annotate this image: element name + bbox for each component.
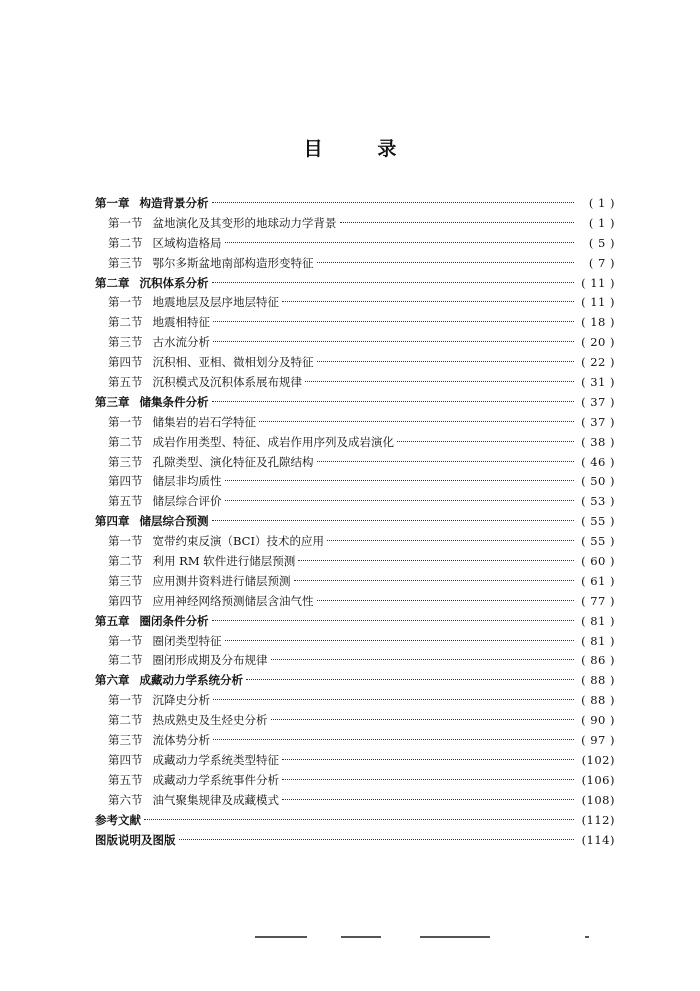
toc-section-entry[interactable] [95,433,615,453]
toc-section-entry[interactable] [95,711,615,731]
dot-leader [397,441,574,442]
toc-page-number: ( 5 ) [588,235,615,250]
toc-entry-title: 圈闭类型特征 [152,633,222,648]
bottom-scan-marks [255,936,615,942]
toc-entry-title: 构造背景分析 [139,196,209,210]
toc-page-number: ( 22 ) [581,355,615,370]
toc-entry-title: 成藏动力学系统事件分析 [152,772,279,787]
dot-leader [271,719,575,720]
toc-page-number: (114) [581,832,615,847]
toc-entry-number: 第二节 [108,713,143,728]
toc-entry-number: 第二节 [108,554,143,569]
toc-section-entry[interactable] [95,413,615,433]
toc-section-entry[interactable] [95,651,615,671]
dot-leader [179,839,575,840]
toc-section-entry[interactable] [95,791,615,811]
dot-leader [282,759,574,760]
toc-page-number: ( 88 ) [581,673,615,688]
page-title [0,134,700,161]
toc-page-number: ( 81 ) [581,613,615,628]
toc-section-entry[interactable] [95,373,615,393]
toc-entry-number: 第三节 [108,573,143,588]
toc-entry-title: 孔隙类型、演化特征及孔隙结构 [152,454,314,469]
toc-page-number: (108) [581,792,615,807]
toc-entry-number: 第四节 [108,593,143,608]
toc-page-number: ( 38 ) [581,434,615,449]
toc-section-entry[interactable] [95,751,615,771]
toc-entry-number: 第三节 [108,255,143,270]
toc-chapter-entry[interactable] [95,512,615,532]
dot-leader [212,620,575,621]
toc-section-entry[interactable] [95,254,615,274]
dot-leader [213,739,574,740]
toc-page-number: ( 77 ) [581,593,615,608]
toc-section-entry[interactable] [95,592,615,612]
dot-leader [144,819,574,820]
toc-entry-number: 第五节 [108,494,143,509]
dot-leader [305,381,574,382]
dot-leader [225,640,575,641]
toc-section-entry[interactable] [95,293,615,313]
toc-entry-number: 第一节 [108,295,143,310]
toc-page-number: ( 1 ) [588,215,615,230]
toc-entry-number: 第一节 [108,414,143,429]
toc-chapter-entry[interactable] [95,393,615,413]
toc-entry-number: 第一节 [108,534,143,549]
dot-leader [225,480,575,481]
dot-leader [225,500,575,501]
dot-leader [282,779,574,780]
toc-page-number: (112) [581,812,615,827]
toc-page-number: ( 11 ) [581,275,615,290]
dot-leader [259,421,574,422]
toc-entry-title: 沉积模式及沉积体系展布规律 [152,375,302,390]
toc-section-entry[interactable] [95,731,615,751]
toc-entry-title: 应用测井资料进行储层预测 [152,573,291,588]
toc-chapter-entry[interactable] [95,612,615,632]
toc-entry-title: 储层非均质性 [152,474,222,489]
scan-mark [341,936,381,938]
toc-page-number: ( 55 ) [581,514,615,529]
toc-entry-number: 第四节 [108,752,143,767]
toc-page-number: ( 90 ) [581,713,615,728]
dot-leader [213,341,574,342]
toc-entry-title: 储层综合评价 [152,494,222,509]
dot-leader [317,262,575,263]
toc-entry-number: 第一节 [108,633,143,648]
toc-page-number: (102) [581,752,615,767]
toc-page-number: ( 37 ) [581,394,615,409]
dot-leader [298,560,574,561]
toc-chapter-entry[interactable] [95,671,615,691]
toc-entry-title: 区域构造格局 [152,235,222,250]
toc-entry-title: 宽带约束反演（BCI）技术的应用 [152,534,325,549]
toc-page-number: (106) [581,772,615,787]
dot-leader [225,242,575,243]
toc-reference-entry[interactable] [95,811,615,831]
dot-leader [282,301,574,302]
toc-entry-number: 第二节 [108,315,143,330]
toc-section-entry[interactable] [95,572,615,592]
dot-leader [340,222,575,223]
toc-entry-number: 第一节 [108,215,143,230]
toc-entry-title: 沉积体系分析 [139,275,209,290]
toc-entry-title: 应用神经网络预测储层含油气性 [152,593,314,608]
title-char-2: 录 [377,138,397,160]
scan-mark [255,936,307,938]
toc-section-entry[interactable] [95,632,615,652]
toc-entry-title: 鄂尔多斯盆地南部构造形变特征 [152,255,314,270]
toc-entry-number: 第二节 [108,653,143,668]
toc-entry-title: 成藏动力学系统类型特征 [152,752,279,767]
toc-section-entry[interactable] [95,492,615,512]
title-char-1: 目 [303,138,323,160]
toc-entry-title: 盆地演化及其变形的地球动力学背景 [152,215,337,230]
toc-page-number: ( 18 ) [581,315,615,330]
toc-section-entry[interactable] [95,234,615,254]
toc-page-number: ( 55 ) [581,534,615,549]
toc-page-number: ( 86 ) [581,653,615,668]
toc-entry-title: 储集条件分析 [139,394,209,409]
dot-leader [294,580,575,581]
dot-leader [212,282,575,283]
toc-page-number: ( 60 ) [581,554,615,569]
toc-entry-title: 成岩作用类型、特征、成岩作用序列及成岩演化 [152,434,394,449]
toc-entry-number: 第六节 [108,792,143,807]
toc-entry-number: 第二节 [108,235,143,250]
dot-leader [271,659,575,660]
toc-page-number: ( 97 ) [581,733,615,748]
toc-entry-title: 油气聚集规律及成藏模式 [152,792,279,807]
toc-section-entry[interactable] [95,472,615,492]
toc-reference-entry[interactable] [95,831,615,851]
toc-entry-title: 地震相特征 [152,315,210,330]
dot-leader [282,799,574,800]
toc-section-entry[interactable] [95,333,615,353]
dot-leader [327,540,574,541]
toc-section-entry[interactable] [95,532,615,552]
scan-mark [585,936,589,938]
scan-mark [420,936,490,938]
table-of-contents [95,194,615,850]
toc-section-entry[interactable] [95,771,615,791]
toc-section-entry[interactable] [95,313,615,333]
dot-leader [213,699,574,700]
toc-entry-number: 第一节 [108,693,143,708]
toc-entry-title: 圈闭条件分析 [139,613,209,628]
toc-entry-title: 古水流分析 [152,335,210,350]
toc-entry-number: 第一章 [95,196,130,210]
toc-entry-number: 第三节 [108,335,143,350]
dot-leader [212,520,575,521]
toc-entry-title: 沉积相、亚相、微相划分及特征 [152,355,314,370]
toc-page-number: ( 81 ) [581,633,615,648]
dot-leader [212,401,575,402]
toc-page-number: ( 20 ) [581,335,615,350]
toc-entry-title: 储集岩的岩石学特征 [152,414,256,429]
toc-entry-number: 第三节 [108,733,143,748]
toc-page-number: ( 53 ) [581,494,615,509]
toc-entry-number: 第二节 [108,434,143,449]
dot-leader [317,600,575,601]
toc-entry-title: 成藏动力学系统分析 [139,673,243,688]
toc-entry-number: 第四节 [108,474,143,489]
toc-entry-title: 图版说明及图版 [95,832,176,847]
toc-section-entry[interactable] [95,453,615,473]
toc-page-number: ( 37 ) [581,414,615,429]
toc-entry-title: 地震地层及层序地层特征 [152,295,279,310]
toc-entry-number: 第五节 [108,375,143,390]
dot-leader [317,361,575,362]
toc-entry-title: 圈闭形成期及分布规律 [152,653,268,668]
dot-leader [317,461,575,462]
toc-entry-title: 储层综合预测 [139,514,209,529]
toc-entry-title: 流体势分析 [152,733,210,748]
toc-page-number: ( 31 ) [581,375,615,390]
toc-entry-number: 第三节 [108,454,143,469]
dot-leader [212,202,575,203]
toc-chapter-entry[interactable] [95,194,615,214]
toc-entry-number: 第六章 [95,673,130,688]
toc-page-number: ( 61 ) [581,573,615,588]
toc-section-entry[interactable] [95,214,615,234]
toc-entry-number: 第二章 [95,275,130,290]
toc-page-number: ( 1 ) [588,196,615,210]
toc-entry-number: 第三章 [95,394,130,409]
toc-entry-title: 利用 RM 软件进行储层预测 [152,554,296,569]
toc-entry-title: 沉降史分析 [152,693,210,708]
toc-entry-number: 第五节 [108,772,143,787]
toc-entry-title: 热成熟史及生烃史分析 [152,713,268,728]
toc-page-number: ( 7 ) [588,255,615,270]
dot-leader [246,679,574,680]
toc-entry-number: 第五章 [95,613,130,628]
toc-page-number: ( 11 ) [581,295,615,310]
toc-entry-title: 参考文献 [95,812,141,827]
toc-page-number: ( 50 ) [581,474,615,489]
toc-entry-number: 第四节 [108,355,143,370]
toc-page-number: ( 46 ) [581,454,615,469]
toc-section-entry[interactable] [95,691,615,711]
toc-chapter-entry[interactable] [95,274,615,294]
toc-entry-number: 第四章 [95,514,130,529]
toc-section-entry[interactable] [95,552,615,572]
toc-section-entry[interactable] [95,353,615,373]
dot-leader [213,321,574,322]
toc-page-number: ( 88 ) [581,693,615,708]
